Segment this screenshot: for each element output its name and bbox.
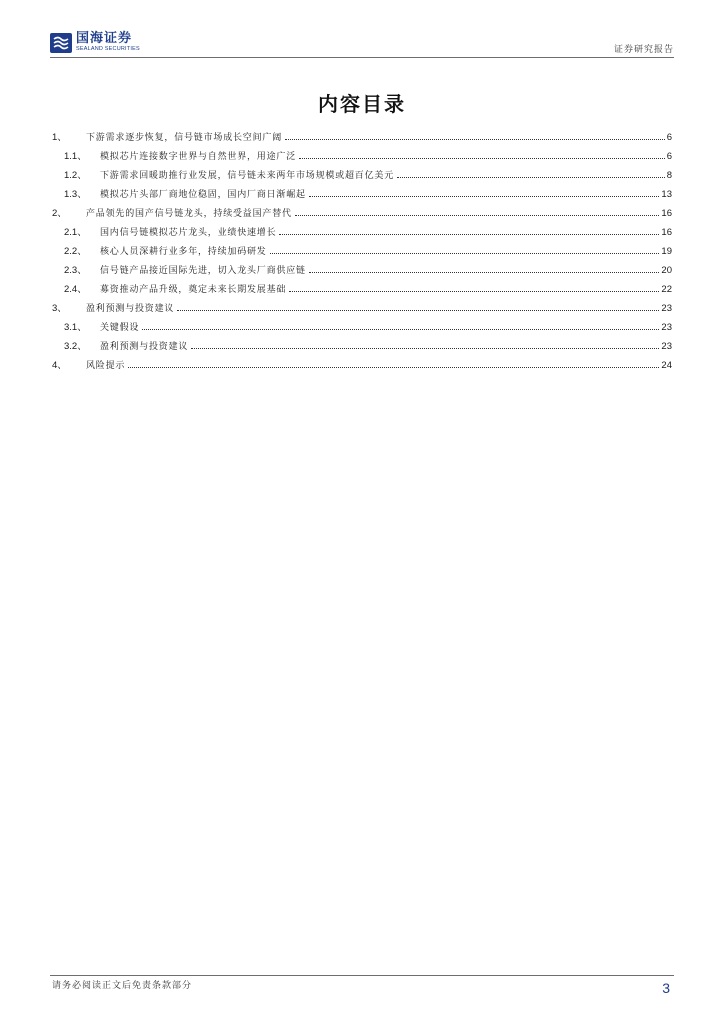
toc-entry-page: 23 [661,322,672,333]
header-divider [50,57,674,58]
toc-entry-page: 6 [666,151,672,162]
toc-entry-text: 核心人员深耕行业多年，持续加码研发 [100,247,267,257]
toc-entry-text: 模拟芯片连接数字世界与自然世界，用途广泛 [100,152,297,162]
toc-entry[interactable] [52,238,672,257]
toc-entry[interactable] [52,143,672,162]
toc-entry-text: 下游需求回暖助推行业发展，信号链未来两年市场规模或超百亿美元 [100,171,395,181]
toc-entry-page: 22 [661,284,672,295]
toc-entry-text: 关键假设 [100,323,140,333]
toc-entry-number: 1.3、 [64,189,87,200]
toc-leader [309,272,660,273]
toc-entry-number: 3.2、 [64,341,87,352]
toc-leader [279,234,659,235]
logo-english-name: SEALAND SECURITIES [76,46,140,52]
toc-entry-number: 2.1、 [64,227,87,238]
toc-entry-number: 3、 [52,303,67,314]
toc-leader [177,310,659,311]
toc-leader [128,367,659,368]
toc-entry[interactable] [52,276,672,295]
toc-entry-text: 盈利预测与投资建议 [100,342,189,352]
logo-chinese-name: 国海证券 [76,31,133,46]
footer-disclaimer: 请务必阅读正文后免责条款部分 [52,981,193,991]
toc-entry-text: 募资推动产品升级，奠定未来长期发展基础 [100,285,287,295]
toc-entry-number: 2.3、 [64,265,87,276]
toc-leader [295,215,660,216]
toc-entry-page: 8 [666,170,672,181]
toc-entry[interactable] [52,124,672,143]
toc-entry-page: 19 [661,246,672,257]
toc-entry-number: 2、 [52,208,67,219]
toc-entry-text: 下游需求逐步恢复，信号链市场成长空间广阔 [86,133,283,143]
toc-entry-number: 2.2、 [64,246,87,257]
footer-divider [50,975,674,976]
page-header [50,30,674,58]
company-logo [50,32,140,53]
toc-leader [309,196,660,197]
toc-entry[interactable] [52,352,672,371]
toc-entry-page: 16 [661,227,672,238]
table-of-contents [52,124,672,371]
toc-entry-number: 2.4、 [64,284,87,295]
toc-leader [270,253,660,254]
toc-entry-text: 盈利预测与投资建议 [86,304,175,314]
toc-title: 内容目录 [318,92,406,116]
toc-entry-number: 1.2、 [64,170,87,181]
toc-entry-number: 1、 [52,132,67,143]
toc-entry[interactable] [52,295,672,314]
toc-entry-page: 16 [661,208,672,219]
toc-entry-page: 13 [661,189,672,200]
toc-entry[interactable] [52,219,672,238]
sealand-logo-icon [50,33,72,53]
toc-entry[interactable] [52,181,672,200]
toc-entry-text: 产品领先的国产信号链龙头，持续受益国产替代 [86,209,292,219]
toc-leader [285,139,665,140]
toc-leader [299,158,665,159]
toc-entry-page: 23 [661,303,672,314]
toc-entry-text: 风险提示 [86,361,126,371]
toc-entry[interactable] [52,333,672,352]
toc-entry[interactable] [52,162,672,181]
toc-leader [397,177,665,178]
toc-entry[interactable] [52,200,672,219]
report-type-label: 证券研究报告 [613,45,674,55]
toc-entry[interactable] [52,314,672,333]
toc-entry[interactable] [52,257,672,276]
toc-entry-text: 国内信号链模拟芯片龙头，业绩快速增长 [100,228,277,238]
toc-entry-page: 20 [661,265,672,276]
page-number: 3 [662,980,670,996]
toc-entry-page: 6 [666,132,672,143]
toc-entry-number: 4、 [52,360,67,371]
toc-entry-page: 24 [661,360,672,371]
toc-leader [191,348,659,349]
toc-leader [142,329,659,330]
toc-entry-text: 模拟芯片头部厂商地位稳固，国内厂商日渐崛起 [100,190,306,200]
toc-entry-text: 信号链产品接近国际先进，切入龙头厂商供应链 [100,266,306,276]
toc-entry-number: 1.1、 [64,151,87,162]
toc-leader [289,291,659,292]
toc-entry-number: 3.1、 [64,322,87,333]
toc-entry-page: 23 [661,341,672,352]
